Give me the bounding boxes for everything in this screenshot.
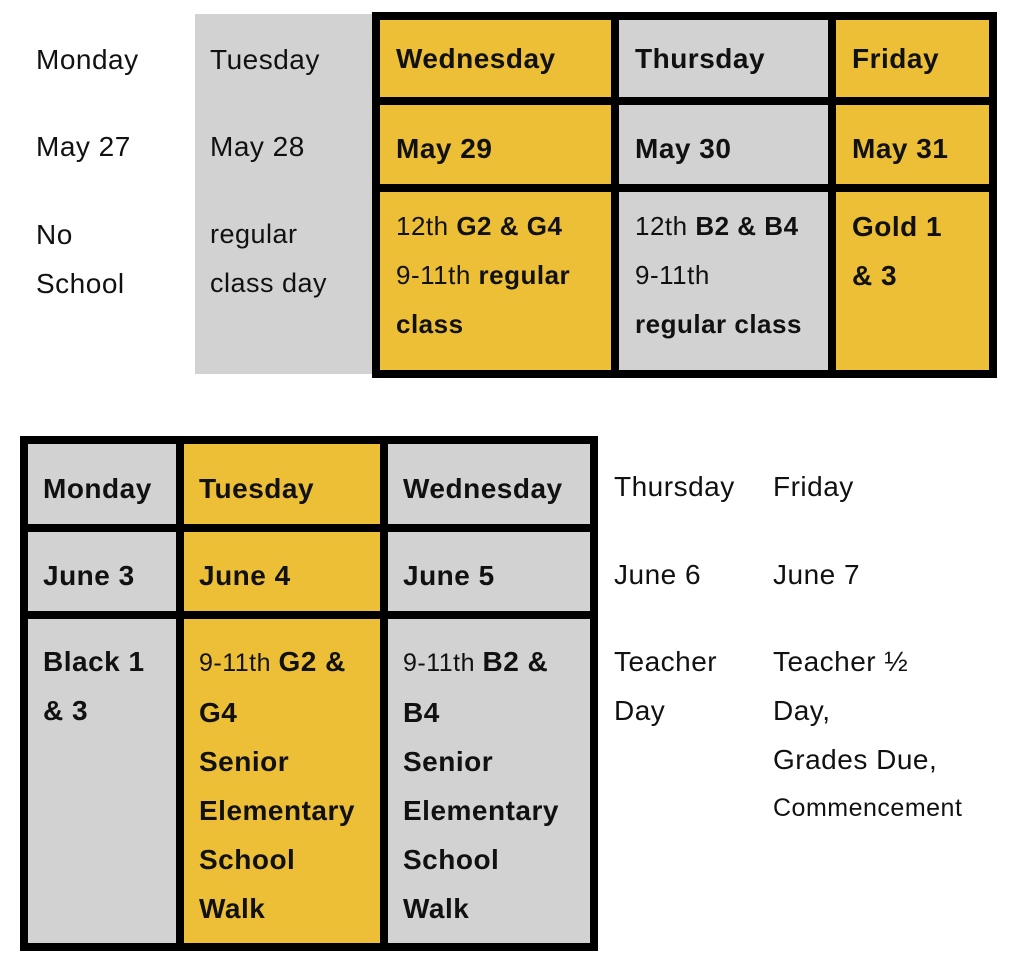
w2-friday-date: June 7 <box>773 559 861 590</box>
w1-thursday-note: 12th B2 & B4 9-11th regular class <box>619 192 828 370</box>
w1-monday-day: Monday <box>36 44 139 75</box>
w1-friday-date: May 31 <box>836 105 989 184</box>
w1-wednesday-date: May 29 <box>380 105 611 184</box>
w1-tuesday-day: Tuesday <box>210 44 320 75</box>
w1-friday-note: Gold 1 & 3 <box>836 192 989 370</box>
w2-friday-note: Teacher ½ Day, Grades Due, Commencement <box>773 646 963 822</box>
w2-wednesday-date: June 5 <box>388 532 590 611</box>
w2-friday-day: Friday <box>773 471 854 502</box>
w1-thursday-date: May 30 <box>619 105 828 184</box>
w2-tuesday-day: Tuesday <box>184 444 380 524</box>
w2-thursday-day: Thursday <box>614 471 735 502</box>
w2-thursday-date: June 6 <box>614 559 702 590</box>
w2-thursday-note: Teacher Day <box>614 646 718 726</box>
w2-monday-day: Monday <box>28 444 176 524</box>
w2-monday-date: June 3 <box>28 532 176 611</box>
w2-monday-note: Black 1 & 3 <box>28 619 176 943</box>
w1-tuesday-note: regular class day <box>210 219 328 298</box>
w2-wednesday-note: 9-11th B2 & B4 Senior Elementary School Walk <box>388 619 590 943</box>
w2-wednesday-day: Wednesday <box>388 444 590 524</box>
w1-wednesday-day: Wednesday <box>380 20 611 97</box>
w1-friday-day: Friday <box>836 20 989 97</box>
w1-monday-date: May 27 <box>36 131 131 162</box>
w1-tuesday-date: May 28 <box>210 131 305 162</box>
w1-wednesday-note: 12th G2 & G4 9-11th regular class <box>380 192 611 370</box>
w1-thursday-day: Thursday <box>619 20 828 97</box>
w2-tuesday-date: June 4 <box>184 532 380 611</box>
w2-tuesday-note: 9-11th G2 & G4 Senior Elementary School Walk <box>184 619 380 943</box>
w1-monday-note: No School <box>36 219 125 299</box>
